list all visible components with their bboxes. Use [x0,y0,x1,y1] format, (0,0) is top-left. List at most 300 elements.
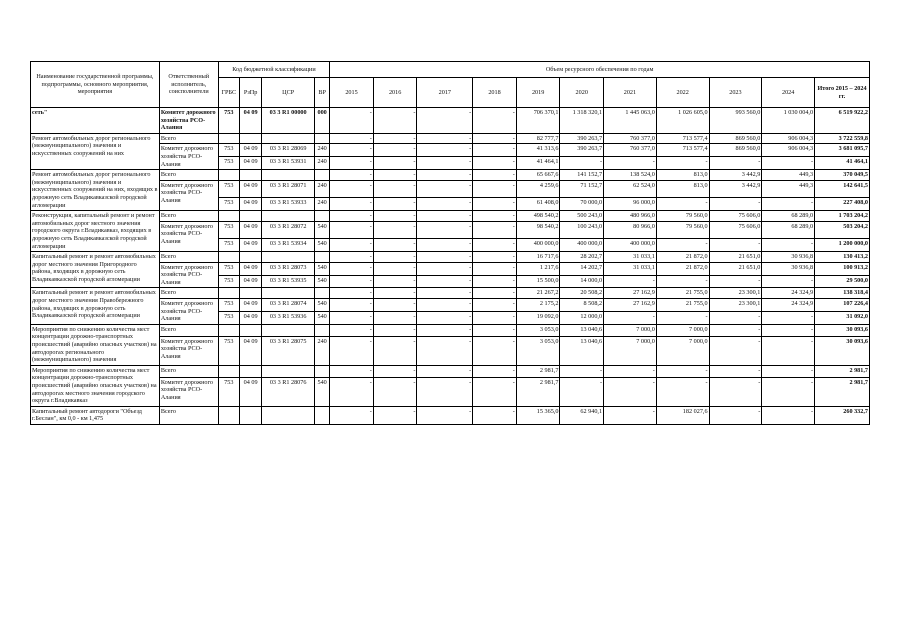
row-value: - [604,377,657,406]
row-value: - [330,157,374,170]
row-code-rzpr [239,252,261,263]
row-value: 96 000,0 [604,198,657,211]
header-total: Итого 2015 – 2024 гг. [815,78,870,108]
row-value: 449,3 [762,170,815,181]
header-year: 2024 [762,78,815,108]
row-value: - [373,252,417,263]
row-name: Ремонт автомобильных дорог регионального (межмуниципального) значения и искусственных сооружений на них [31,133,160,169]
row-value: 71 152,7 [560,180,604,197]
row-code-csr [262,406,315,424]
row-value: - [762,336,815,365]
row-value: - [373,311,417,324]
row-value: - [417,133,473,144]
row-code-vr: 240 [315,180,330,197]
row-code-rzpr [239,324,261,336]
row-value: 75 606,0 [709,221,762,238]
row-value: - [473,262,517,275]
row-code-grbs: 753 [218,221,239,238]
row-value: - [330,144,374,157]
row-value: 61 408,0 [516,198,560,211]
row-name: Мероприятия по снижению количества мест концентрации дорожно-транспортных происшествий (аварийно опасных участков) на автодорогах местного значения городского округа г.Владикавказ [31,365,160,406]
row-value: - [473,299,517,312]
row-total: 100 913,2 [815,262,870,275]
header-grbs: ГРБС [218,78,239,108]
row-code-rzpr: 04 09 [239,157,261,170]
row-value: - [373,108,417,134]
row-value: 138 524,0 [604,170,657,181]
budget-sheet [30,61,870,425]
row-value: - [417,311,473,324]
row-value: - [330,239,374,252]
row-value: - [373,288,417,299]
row-code-grbs [218,252,239,263]
row-value: - [473,288,517,299]
row-code-vr: 240 [315,157,330,170]
row-value: 400 000,0 [604,239,657,252]
row-value: - [330,288,374,299]
row-code-vr: 000 [315,108,330,134]
table-row [31,108,870,134]
row-value: 1 030 004,0 [762,108,815,134]
row-code-grbs [218,324,239,336]
row-value: - [417,365,473,377]
row-code-csr [262,365,315,377]
row-value: - [373,170,417,181]
row-value: 41 313,6 [516,144,560,157]
row-value: 7 000,0 [656,336,709,365]
row-executor: Всего [159,324,218,336]
header-funding: Объем ресурсного обеспечения по годам [330,62,870,78]
row-value: - [762,157,815,170]
row-value: 713 577,4 [656,144,709,157]
row-value: - [709,406,762,424]
row-code-rzpr [239,288,261,299]
row-value: - [373,275,417,288]
row-value: - [560,365,604,377]
row-code-vr: 240 [315,336,330,365]
row-value: - [373,406,417,424]
header-executor: Ответственный исполнитель, соисполнители [159,62,218,108]
row-value: 21 267,2 [516,288,560,299]
row-value: - [417,108,473,134]
row-value: - [330,252,374,263]
row-value: 760 377,0 [604,133,657,144]
row-code-csr: 03 3 R1 00000 [262,108,315,134]
row-code-vr: 540 [315,377,330,406]
row-code-grbs: 753 [218,299,239,312]
row-value: - [709,365,762,377]
header-year: 2020 [560,78,604,108]
row-value: - [473,336,517,365]
row-code-csr: 03 3 R1 53934 [262,239,315,252]
row-value: 3 053,0 [516,336,560,365]
row-code-vr: 540 [315,262,330,275]
row-value: - [330,133,374,144]
row-value: - [604,157,657,170]
row-code-csr [262,170,315,181]
row-total: 2 981,7 [815,365,870,377]
row-code-vr [315,365,330,377]
row-value: 141 152,7 [560,170,604,181]
row-value: 1 445 063,0 [604,108,657,134]
row-code-vr: 240 [315,144,330,157]
row-value: - [473,365,517,377]
row-value: - [709,157,762,170]
row-value: 390 263,7 [560,133,604,144]
row-value: - [473,377,517,406]
row-value: 1 026 605,0 [656,108,709,134]
row-value: - [709,336,762,365]
row-value: - [762,311,815,324]
row-value: - [330,336,374,365]
row-value: - [417,288,473,299]
header-year: 2021 [604,78,657,108]
header-year: 2017 [417,78,473,108]
row-value: - [656,157,709,170]
row-value: 400 000,0 [560,239,604,252]
row-value: - [417,406,473,424]
row-total: 6 519 922,2 [815,108,870,134]
row-code-grbs: 753 [218,377,239,406]
row-code-csr: 03 3 R1 28074 [262,299,315,312]
row-value: 390 263,7 [560,144,604,157]
row-value: - [417,198,473,211]
row-value: - [604,275,657,288]
header-vr: ВР [315,78,330,108]
row-value: - [330,180,374,197]
row-value: - [656,377,709,406]
row-value: - [656,365,709,377]
row-code-grbs: 753 [218,144,239,157]
row-code-rzpr: 04 09 [239,377,261,406]
row-value: 7 000,0 [604,324,657,336]
row-value: - [560,377,604,406]
row-code-vr: 540 [315,239,330,252]
row-code-csr [262,252,315,263]
row-value: - [656,311,709,324]
header-year: 2022 [656,78,709,108]
table-body [31,108,870,425]
row-name: Капитальный ремонт и ремонт автомобильных дорог местного значения Правобережного района, входящих в дорожную сеть Владикавказской городской агломерации [31,288,160,324]
row-code-rzpr: 04 09 [239,239,261,252]
row-value: - [330,299,374,312]
row-value: 24 324,9 [762,288,815,299]
row-value: 100 243,0 [560,221,604,238]
row-code-vr [315,288,330,299]
row-value: - [473,324,517,336]
row-code-grbs: 753 [218,336,239,365]
row-value: - [560,157,604,170]
row-code-csr [262,133,315,144]
row-value: - [417,239,473,252]
row-value: 62 524,0 [604,180,657,197]
row-value: 13 040,6 [560,336,604,365]
row-value: - [709,311,762,324]
row-code-vr [315,324,330,336]
row-value: 15 365,0 [516,406,560,424]
row-value: - [473,170,517,181]
row-value: - [417,252,473,263]
row-value: - [373,239,417,252]
row-executor: Комитет дорожного хозяйства РСО-Алания [159,108,218,134]
row-value: - [330,311,374,324]
row-executor: Всего [159,288,218,299]
row-value: - [373,157,417,170]
row-code-grbs: 753 [218,198,239,211]
row-total: 130 413,2 [815,252,870,263]
row-value: 713 577,4 [656,133,709,144]
row-value: 8 508,2 [560,299,604,312]
row-value: - [762,275,815,288]
row-value: - [709,198,762,211]
row-value: 15 500,0 [516,275,560,288]
table-row [31,211,870,222]
row-executor: Комитет дорожного хозяйства РСО-Алания [159,144,218,170]
row-value: 906 004,3 [762,133,815,144]
row-value: 23 300,1 [709,299,762,312]
row-value: 30 936,8 [762,252,815,263]
row-code-csr: 03 3 R1 28075 [262,336,315,365]
row-value: - [330,275,374,288]
row-value: - [473,144,517,157]
row-code-csr: 03 3 R1 28072 [262,221,315,238]
row-executor: Комитет дорожного хозяйства РСО-Алания [159,336,218,365]
row-code-grbs [218,365,239,377]
row-code-rzpr [239,406,261,424]
row-code-rzpr: 04 09 [239,262,261,275]
row-value: 1 217,6 [516,262,560,275]
row-value: - [373,180,417,197]
row-value: - [656,275,709,288]
row-value: 31 033,1 [604,252,657,263]
row-value: - [373,133,417,144]
row-code-vr [315,406,330,424]
row-code-rzpr [239,365,261,377]
row-value: - [330,221,374,238]
table-row [31,133,870,144]
row-value: - [604,365,657,377]
row-value: - [373,221,417,238]
row-code-rzpr: 04 09 [239,311,261,324]
row-name: Реконструкция, капитальный ремонт и ремонт автомобильных дорог местного значения городского округа г.Владикавказ, входящих в дорожную сеть Владикавказской городской агломерации [31,211,160,252]
row-value: 182 027,6 [656,406,709,424]
row-name: Мероприятия по снижению количества мест концентрации дорожно-транспортных происшествий (аварийно опасных участков) на автодорогах регионального (межмуниципального) значения [31,324,160,365]
row-value: - [709,275,762,288]
row-total: 29 500,0 [815,275,870,288]
row-value: - [473,133,517,144]
table-row [31,288,870,299]
row-value: 4 259,6 [516,180,560,197]
row-value: - [473,180,517,197]
row-value: - [417,170,473,181]
row-code-vr [315,133,330,144]
row-value: - [604,406,657,424]
row-value: 869 560,0 [709,133,762,144]
row-value: - [762,239,815,252]
row-value: 65 667,6 [516,170,560,181]
row-code-csr [262,288,315,299]
row-value: - [762,406,815,424]
row-value: - [709,239,762,252]
row-value: - [330,406,374,424]
row-value: 19 092,0 [516,311,560,324]
row-total: 31 092,0 [815,311,870,324]
row-value: - [417,211,473,222]
header-year: 2016 [373,78,417,108]
header-year: 2015 [330,78,374,108]
row-value: 2 175,2 [516,299,560,312]
row-total: 227 408,0 [815,198,870,211]
row-value: 20 508,2 [560,288,604,299]
row-code-rzpr: 04 09 [239,299,261,312]
row-name: сеть" [31,108,160,134]
row-value: 3 053,0 [516,324,560,336]
table-row [31,324,870,336]
row-executor: Всего [159,133,218,144]
row-code-grbs: 753 [218,157,239,170]
header-codes: Код бюджетной классификации [218,62,330,78]
row-value: - [473,239,517,252]
row-executor: Всего [159,365,218,377]
row-code-rzpr: 04 09 [239,108,261,134]
header-year: 2019 [516,78,560,108]
table-row [31,365,870,377]
row-value: 993 560,0 [709,108,762,134]
row-value: - [762,198,815,211]
row-value: 41 464,1 [516,157,560,170]
row-code-rzpr: 04 09 [239,336,261,365]
row-code-csr: 03 3 R1 53933 [262,198,315,211]
row-value: - [330,108,374,134]
row-value: - [373,336,417,365]
row-value: - [373,299,417,312]
row-value: - [762,324,815,336]
row-executor: Комитет дорожного хозяйства РСО-Алания [159,377,218,406]
row-value: - [473,252,517,263]
row-value: 28 202,7 [560,252,604,263]
row-total: 30 093,6 [815,324,870,336]
row-code-csr: 03 3 R1 28071 [262,180,315,197]
row-value: - [373,365,417,377]
row-total: 1 200 000,0 [815,239,870,252]
row-code-grbs [218,133,239,144]
row-value: - [473,406,517,424]
row-value: - [373,324,417,336]
row-code-vr [315,211,330,222]
row-executor: Комитет дорожного хозяйства РСО-Алания [159,180,218,210]
row-total: 41 464,1 [815,157,870,170]
row-value: - [473,221,517,238]
row-code-rzpr [239,133,261,144]
row-executor: Всего [159,211,218,222]
row-value: - [330,377,374,406]
row-value: - [417,262,473,275]
row-value: 82 777,7 [516,133,560,144]
row-value: - [604,311,657,324]
budget-table [30,61,870,425]
row-value: - [473,108,517,134]
row-total: 138 318,4 [815,288,870,299]
row-value: - [473,311,517,324]
row-value: - [656,239,709,252]
row-value: - [473,198,517,211]
row-value: 68 289,0 [762,211,815,222]
row-code-grbs [218,170,239,181]
row-value: - [417,299,473,312]
row-name: Капитальный ремонт автодороги "Объезд г.Беслан", км 0,0 - км 1,475 [31,406,160,424]
row-value: - [473,157,517,170]
row-value: 27 162,9 [604,299,657,312]
row-value: 813,0 [656,170,709,181]
row-value: - [417,324,473,336]
row-code-grbs: 753 [218,262,239,275]
row-value: 79 560,0 [656,211,709,222]
row-value: 75 606,0 [709,211,762,222]
row-name: Ремонт автомобильных дорог регионального (межмуниципального) значения и искусственных сооружений на них, входящих в дорожную сеть Владикавказской городской агломерации [31,170,160,211]
row-total: 107 226,4 [815,299,870,312]
row-code-csr [262,211,315,222]
row-value: 480 966,0 [604,211,657,222]
row-code-grbs: 753 [218,108,239,134]
row-value: 16 717,6 [516,252,560,263]
row-value: - [762,365,815,377]
row-value: 70 000,0 [560,198,604,211]
row-code-rzpr: 04 09 [239,221,261,238]
row-total: 142 641,5 [815,180,870,197]
row-value: - [417,221,473,238]
row-value: - [330,211,374,222]
row-value: 21 651,0 [709,262,762,275]
row-value: - [709,377,762,406]
row-code-vr [315,170,330,181]
row-total: 30 093,6 [815,336,870,365]
row-code-rzpr: 04 09 [239,198,261,211]
row-value: 68 289,0 [762,221,815,238]
row-total: 503 204,2 [815,221,870,238]
row-value: - [330,262,374,275]
row-value: 21 755,0 [656,299,709,312]
row-value: 449,3 [762,180,815,197]
row-code-vr: 240 [315,198,330,211]
row-value: 906 004,3 [762,144,815,157]
row-name: Капитальный ремонт и ремонт автомобильных дорог местного значения Пригородного района, входящих в дорожную сеть Владикавказской городской агломерации [31,252,160,288]
row-total: 370 049,5 [815,170,870,181]
row-value: - [330,170,374,181]
row-total: 1 703 204,2 [815,211,870,222]
header-csr: ЦСР [262,78,315,108]
row-value: - [330,365,374,377]
header-year: 2023 [709,78,762,108]
row-value: - [762,377,815,406]
row-code-rzpr [239,211,261,222]
row-value: 7 000,0 [656,324,709,336]
row-code-csr: 03 3 R1 28073 [262,262,315,275]
row-value: 31 033,1 [604,262,657,275]
row-executor: Комитет дорожного хозяйства РСО-Алания [159,299,218,325]
row-total: 2 981,7 [815,377,870,406]
row-code-grbs: 753 [218,180,239,197]
header-name: Наименование государственной программы, подпрограммы, основного мероприятия, мероприятия [31,62,160,108]
row-value: 706 370,1 [516,108,560,134]
row-value: - [417,377,473,406]
row-value: - [417,180,473,197]
row-code-grbs [218,288,239,299]
row-code-csr: 03 3 R1 28076 [262,377,315,406]
row-value: 3 442,9 [709,170,762,181]
row-value: 760 377,0 [604,144,657,157]
row-value: - [373,262,417,275]
row-value: - [373,144,417,157]
